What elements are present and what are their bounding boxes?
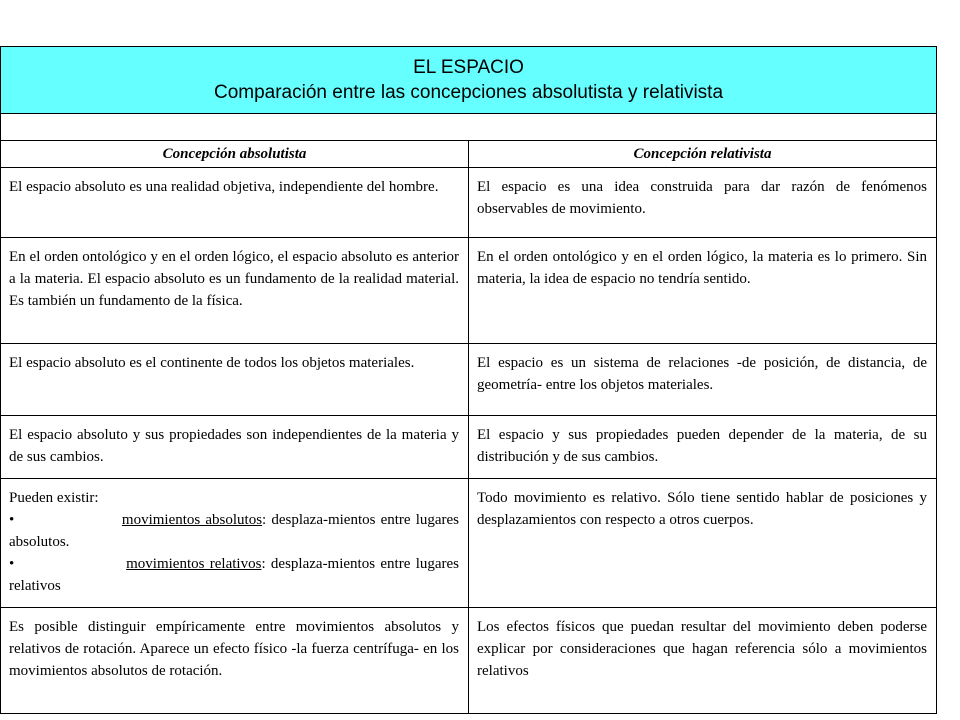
spacer-cell	[1, 114, 937, 141]
table-row	[1, 344, 937, 416]
absolutist-cell	[1, 479, 469, 608]
table-row	[1, 479, 937, 608]
relativist-cell: El espacio es un sistema de relaciones -de posición, de distancia, de geometría- entre los objetos materiales.	[469, 344, 937, 416]
comparison-table-wrapper	[0, 46, 936, 714]
list-item-text: : desplaza-mientos entre lugares relativos	[9, 556, 460, 594]
list-item	[9, 509, 459, 553]
relativist-cell: El espacio y sus propiedades pueden depender de la materia, de su distribución y de sus cambios.	[469, 416, 937, 479]
relativist-cell: El espacio es una idea construida para dar razón de fenómenos observables de movimiento.	[469, 168, 937, 238]
relativist-cell: Los efectos físicos que puedan resultar del movimiento deben poderse explicar por consideraciones que hagan referencia sólo a movimientos relativos	[469, 608, 937, 714]
list-item-text: : desplaza-mientos entre lugares absolutos.	[9, 512, 460, 550]
table-row	[1, 416, 937, 479]
header-row	[1, 141, 937, 168]
relativist-cell: Todo movimiento es relativo. Sólo tiene sentido hablar de posiciones y desplazamientos con respecto a otros cuerpos.	[469, 479, 937, 608]
bullet-icon: •	[9, 512, 15, 528]
table-subtitle: Comparación entre las concepciones absolutista y relativista	[213, 82, 724, 103]
absolutist-cell: Es posible distinguir empíricamente entre movimientos absolutos y relativos de rotación. Aparece un efecto físico -la fuerza centrífuga- en los movimientos absolutos de rotación.	[1, 608, 469, 714]
spacer-row	[1, 114, 937, 141]
table-row	[1, 608, 937, 714]
comparison-table	[0, 46, 937, 714]
list-item-term: movimientos absolutos	[121, 512, 263, 528]
list-item-term: movimientos relativos	[126, 556, 262, 572]
column-header-absolutist: Concepción absolutista	[1, 141, 469, 168]
bullet-icon: •	[9, 556, 15, 572]
table-title: EL ESPACIO	[413, 57, 524, 78]
absolutist-cell: El espacio absoluto es una realidad objetiva, independiente del hombre.	[1, 168, 469, 238]
column-header-relativist: Concepción relativista	[469, 141, 937, 168]
table-row	[1, 168, 937, 238]
relativist-cell: En el orden ontológico y en el orden lógico, la materia es lo primero. Sin materia, la idea de espacio no tendría sentido.	[469, 238, 937, 344]
list-intro: Pueden existir:	[9, 490, 99, 506]
table-row	[1, 238, 937, 344]
absolutist-cell: El espacio absoluto y sus propiedades son independientes de la materia y de sus cambios.	[1, 416, 469, 479]
absolutist-cell: En el orden ontológico y en el orden lógico, el espacio absoluto es anterior a la materia. El espacio absoluto es un fundamento de la realidad material. Es también un fundamento de la física.	[1, 238, 469, 344]
list-item	[9, 553, 459, 597]
table-title-cell	[1, 47, 937, 114]
title-row	[1, 47, 937, 114]
absolutist-cell: El espacio absoluto es el continente de todos los objetos materiales.	[1, 344, 469, 416]
